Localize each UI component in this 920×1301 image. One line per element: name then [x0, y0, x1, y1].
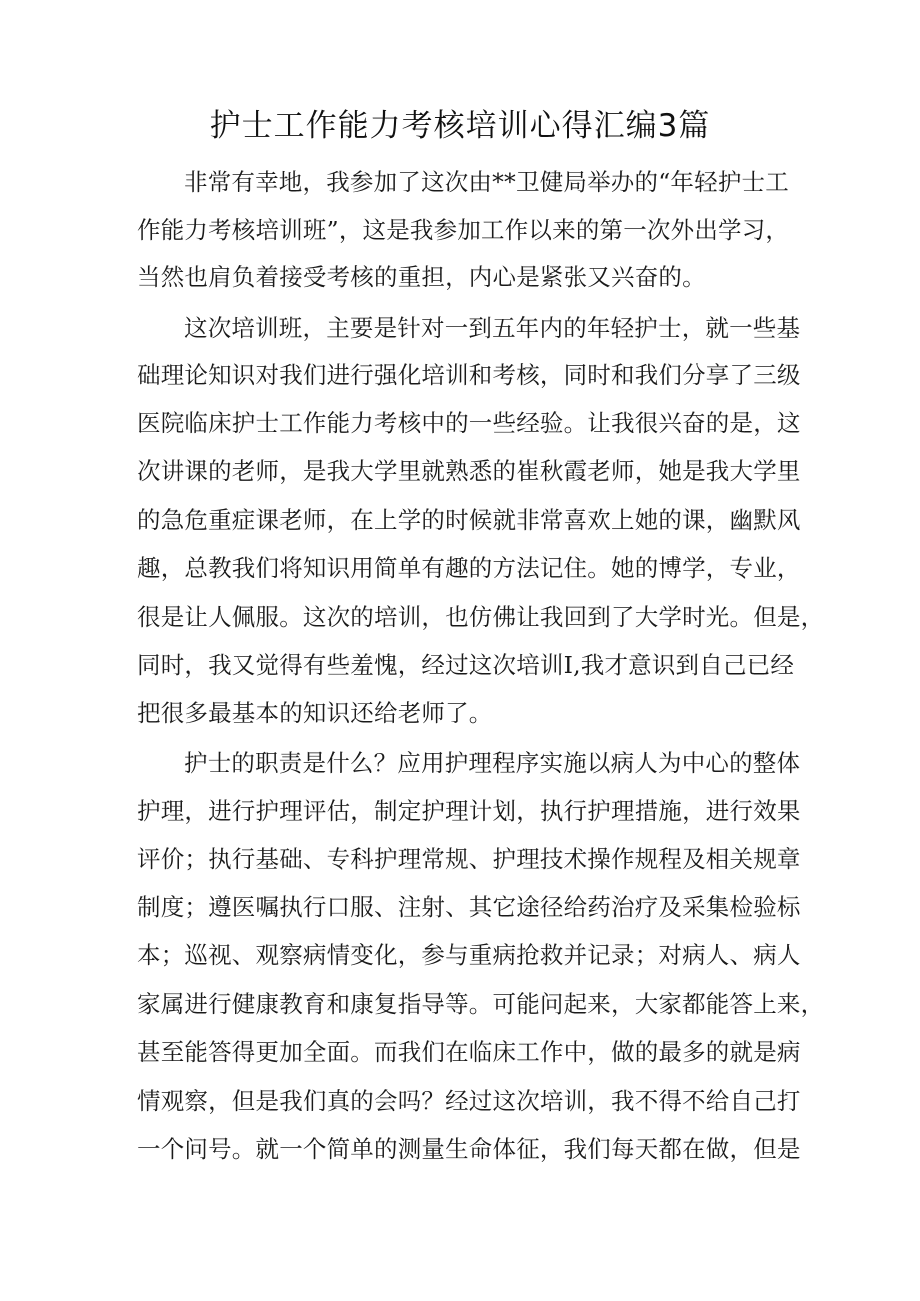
paragraph-3-line-9: 一个问号。就一个简单的测量生命体征，我们每天都在做，但是	[137, 1135, 801, 1163]
paragraph-3-line-4: 制度；遵医嘱执行口服、注射、其它途径给药治疗及采集检验标	[137, 893, 801, 921]
paragraph-3-line-6: 家属进行健康教育和康复指导等。可能问起来，大家都能答上来，	[137, 990, 825, 1018]
paragraph-3-line-1: 护士的职责是什么？应用护理程序实施以病人为中心的整体	[184, 749, 801, 777]
paragraph-2-line-1: 这次培训班，主要是针对一到五年内的年轻护士，就一些基	[184, 314, 801, 342]
paragraph-3-line-7: 甚至能答得更加全面。而我们在临床工作中，做的最多的就是病	[137, 1038, 801, 1066]
paragraph-2-line-9: 把很多最基本的知识还给老师了。	[137, 699, 493, 727]
paragraph-3-line-3: 评价；执行基础、专科护理常规、护理技术操作规程及相关规章	[137, 845, 801, 873]
paragraph-2-line-2: 础理论知识对我们进行强化培训和考核，同时和我们分享了三级	[137, 361, 801, 389]
paragraph-2-line-8: 同时，我又觉得有些羞愧，经过这次培训I,我才意识到自己已经	[137, 651, 795, 679]
paragraph-2-line-6: 趣，总教我们将知识用简单有趣的方法记住。她的博学，专业，	[137, 554, 801, 582]
paragraph-1-line-3: 当然也肩负着接受考核的重担，内心是紧张又兴奋的。	[137, 263, 706, 291]
paragraph-2-line-7: 很是让人佩服。这次的培训，也仿佛让我回到了大学时光。但是，	[137, 603, 825, 631]
paragraph-1-line-2: 作能力考核培训班”，这是我参加工作以来的第一次外出学习，	[137, 216, 790, 244]
paragraph-2-line-3: 医院临床护士工作能力考核中的一些经验。让我很兴奋的是，这	[137, 409, 801, 437]
paragraph-2-line-4: 次讲课的老师，是我大学里就熟悉的崔秋霞老师，她是我大学里	[137, 457, 801, 485]
paragraph-3-line-5: 本；巡视、观察病情变化，参与重病抢救并记录；对病人、病人	[137, 941, 801, 969]
paragraph-2-line-5: 的急危重症课老师，在上学的时候就非常喜欢上她的课，幽默风	[137, 506, 801, 534]
document-title: 护士工作能力考核培训心得汇编3篇	[209, 108, 711, 144]
paragraph-3-line-8: 情观察，但是我们真的会吗？经过这次培训，我不得不给自己打	[137, 1087, 801, 1115]
paragraph-3-line-2: 护理，进行护理评估，制定护理计划，执行护理措施，进行效果	[137, 797, 801, 825]
paragraph-1-line-1: 非常有幸地，我参加了这次由**卫健局举办的“年轻护士工	[184, 168, 789, 196]
